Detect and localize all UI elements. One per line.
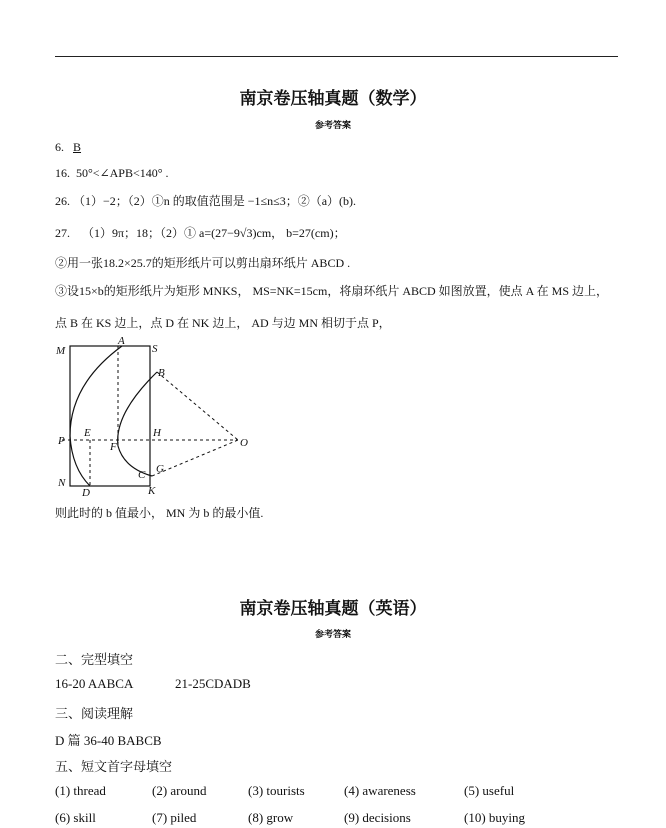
math-title: 南京卷压轴真题（数学） [239,89,427,109]
dashed-line-BO [157,372,238,440]
english-title: 南京卷压轴真题（英语） [239,599,427,619]
q6-number: 6. [55,140,64,154]
label-N: N [58,477,66,489]
label-A: A [118,336,125,347]
q27-number: 27. [55,226,70,240]
q27-part2: ②用一张18.2×25.7的矩形纸片可以剪出扇环纸片 ABCD . [55,256,351,270]
q16-answer: 50°<∠APB<140° . [76,166,169,180]
dashed-line-CO [152,440,238,476]
section-cloze: 二、完型填空 [55,653,134,668]
label-S: S [152,343,158,355]
header-rule [55,56,618,57]
word-answer: (7) piled [152,810,197,825]
word-answer: (1) thread [55,783,106,798]
section-reading: 三、阅读理解 [55,707,134,722]
q26-number: 26. [55,194,70,208]
q16-line [55,166,169,181]
q26-line [55,192,356,209]
label-K: K [148,485,156,497]
label-D: D [82,487,90,498]
label-B: B [158,367,165,379]
q27-part3-cont: 点 B 在 KS 边上，点 D 在 NK 边上， AD 与边 MN 相切于点 P， [55,316,391,330]
math-subtitle: 参考答案 [314,121,351,131]
label-P: P [58,435,65,447]
word-answer: (3) tourists [248,783,305,798]
cloze-answers-2: 21-25CDADB [175,676,251,691]
cloze-answers-1: 16-20 AABCA [55,676,134,691]
label-M: M [56,345,66,357]
word-answer: (6) skill [55,810,96,825]
label-F: F [110,441,117,453]
q26-answer: （1）−2；（2）①n 的取值范围是 −1≤n≤3；②（a）(b). [73,194,357,208]
word-answer: (9) decisions [344,810,411,825]
label-H: H [153,427,161,439]
geometry-figure [52,336,262,498]
q6-answer: B [73,140,82,154]
outer-arc-AD [70,346,122,486]
word-answer: (8) grow [248,810,294,825]
q27-line [55,224,346,241]
word-answer: (10) buying [464,810,526,825]
q27-part3: ③设15×b的矩形纸片为矩形 MNKS， MS=NK=15cm，将扇环纸片 ABCD 如图放置，使点 A 在 MS 边上， [55,284,609,298]
q27-answer: （1）9π；18；（2）① a=(27−9√3)cm， b=27(cm)； [82,226,346,240]
label-C: C [138,469,146,481]
word-answer: (4) awareness [344,783,416,798]
reading-answers: D 篇 36-40 BABCB [55,733,162,748]
label-G: G [156,463,164,475]
q6-line [55,140,81,155]
q16-number: 16. [55,166,70,180]
english-subtitle: 参考答案 [314,630,351,640]
inner-arc-BC [118,372,157,476]
label-O: O [240,437,248,449]
word-answer: (5) useful [464,783,515,798]
label-E: E [84,427,91,439]
word-answer: (2) around [152,783,207,798]
rectangle-MNKS [70,346,150,486]
section-word-fill: 五、短文首字母填空 [55,760,173,775]
conclusion: 则此时的 b 值最小， MN 为 b 的最小值. [55,506,264,520]
